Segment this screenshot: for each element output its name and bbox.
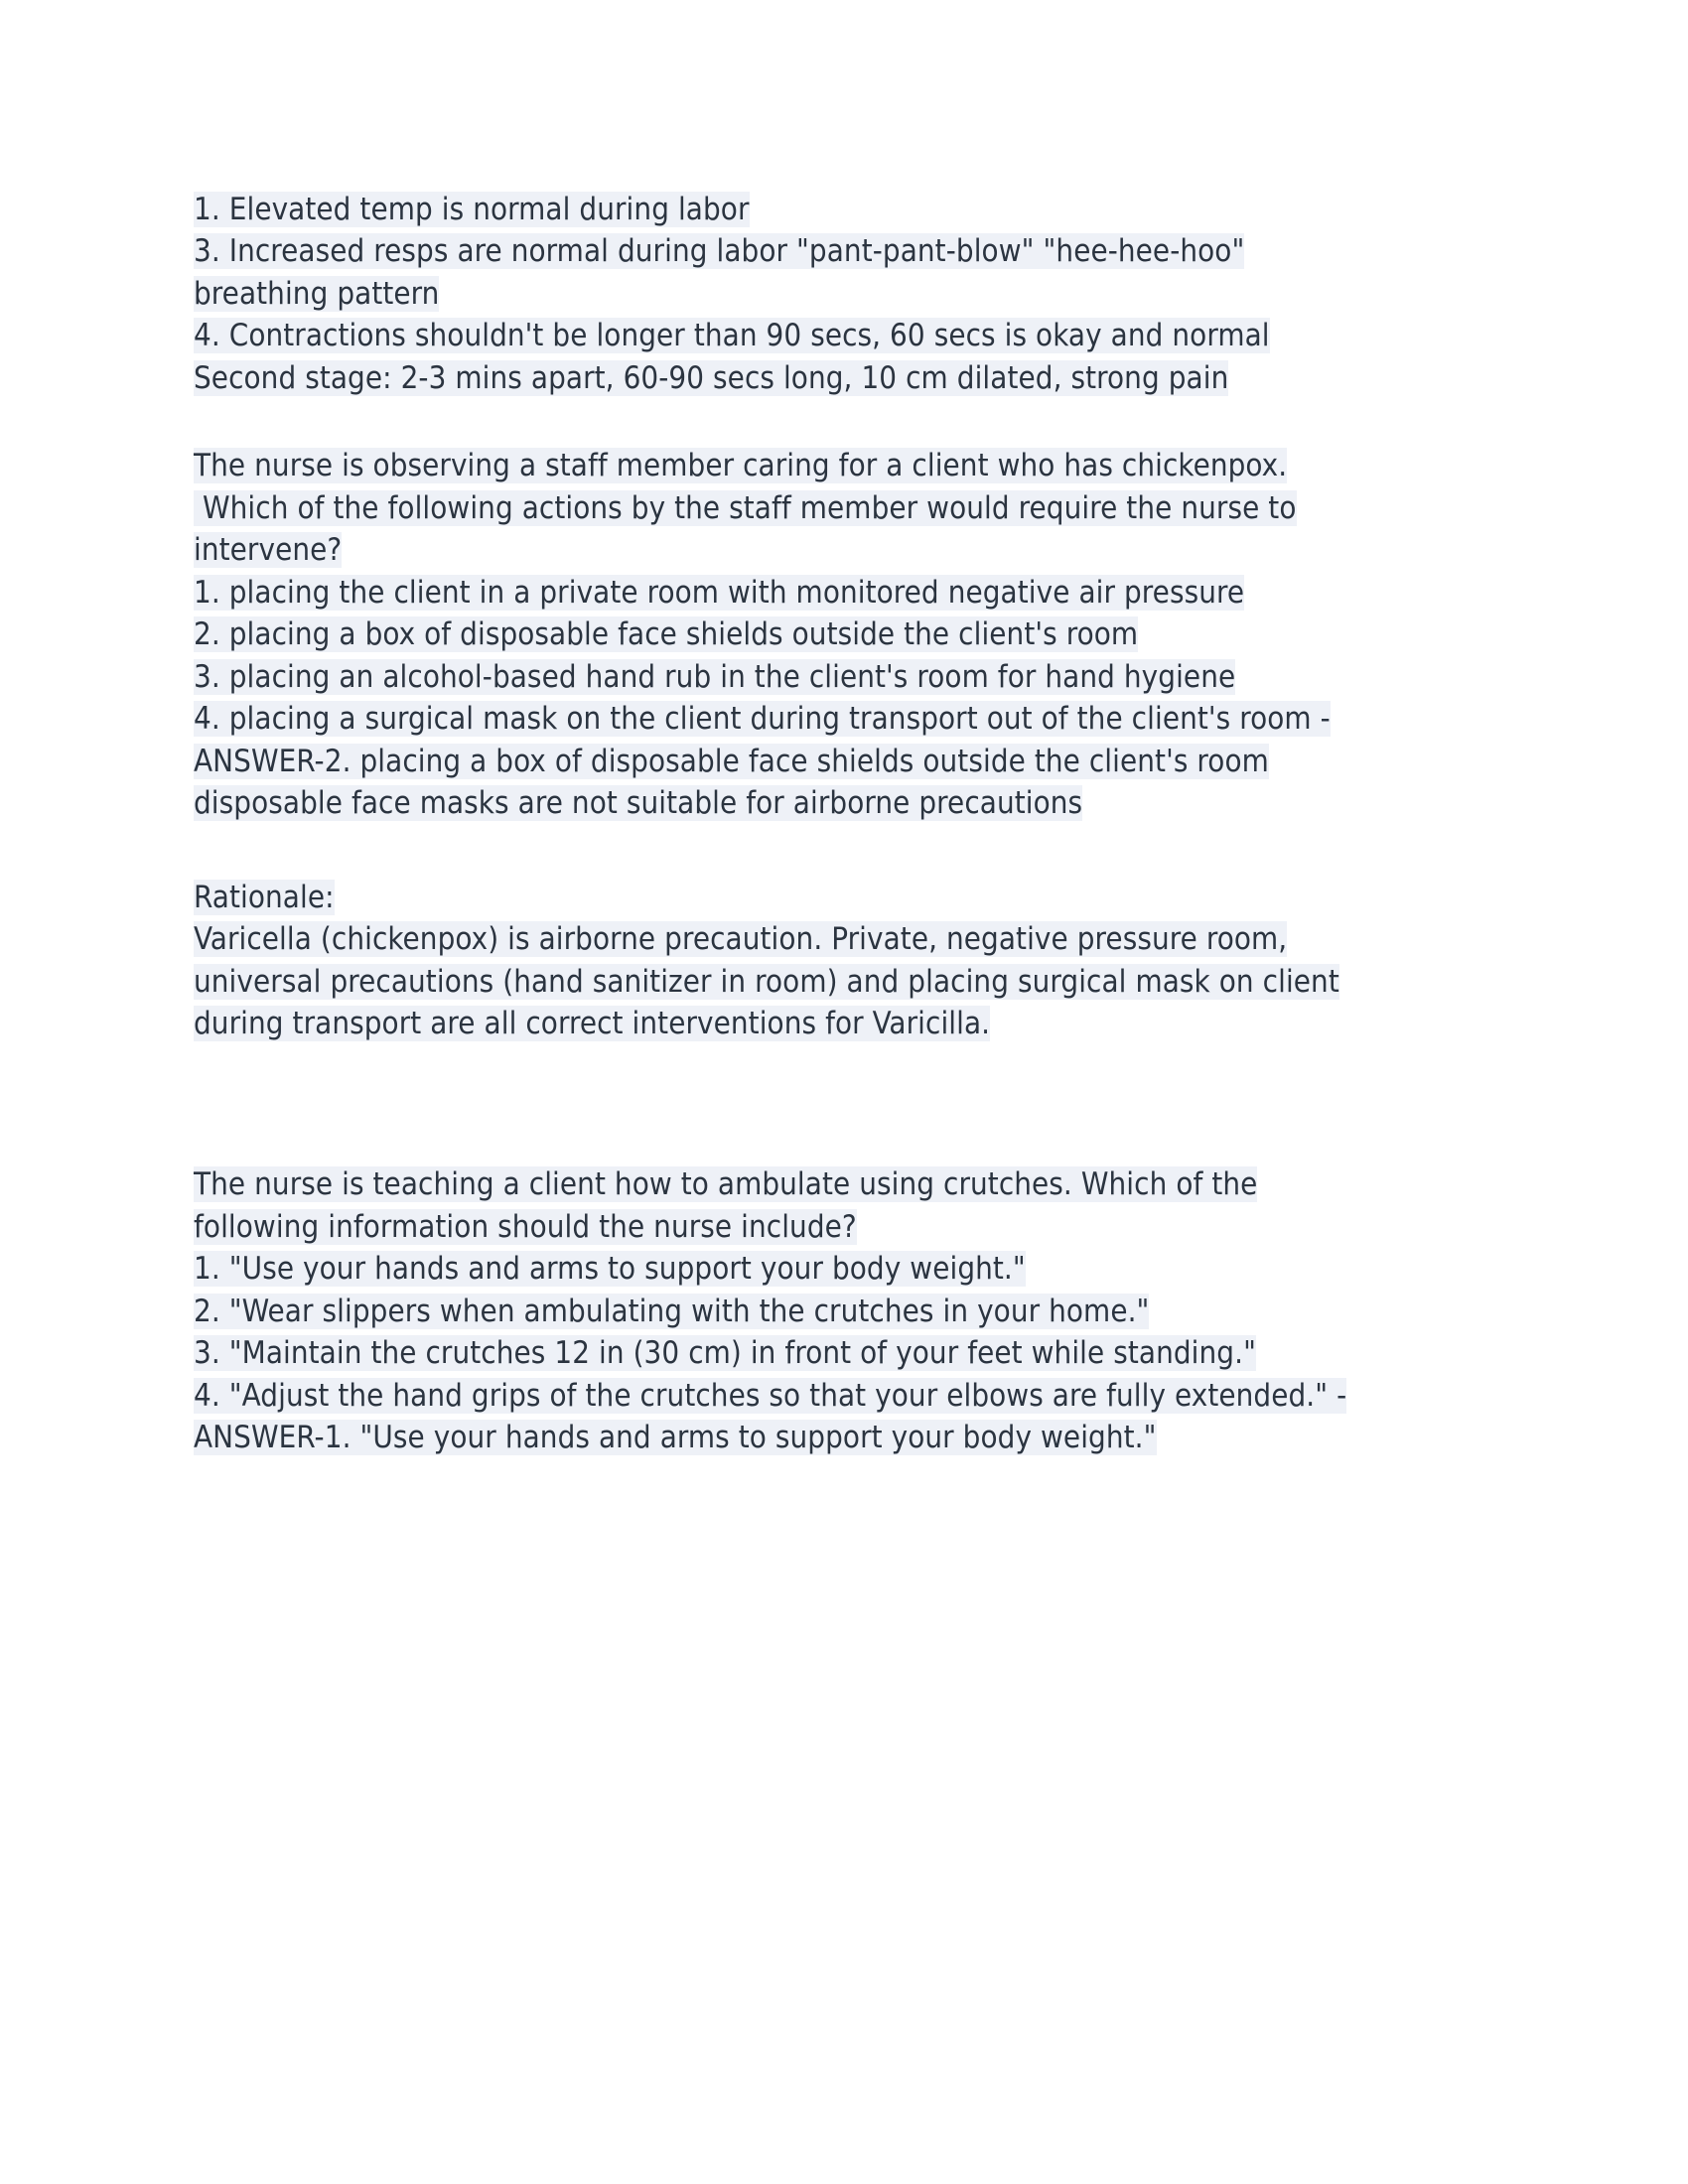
document-body <box>194 189 1509 1459</box>
text-line: 4. "Adjust the hand grips of the crutches so that your elbows are fully extended." - <box>194 1377 1347 1414</box>
text-line: 1. Elevated temp is normal during labor <box>194 192 750 227</box>
text-line: 1. placing the client in a private room with monitored negative air pressure <box>194 574 1245 611</box>
paragraph-crutches-question <box>194 1163 1509 1458</box>
text-line: Varicella (chickenpox) is airborne precaution. Private, negative pressure room, <box>194 921 1288 958</box>
text-line: ANSWER-1. "Use your hands and arms to support your body weight." <box>194 1420 1157 1456</box>
text-line: disposable face masks are not suitable for airborne precautions <box>194 785 1083 822</box>
text-line: 3. Increased resps are normal during labor "pant-pant-blow" "hee-hee-hoo" <box>194 233 1245 270</box>
paragraph-spacer <box>194 399 1509 445</box>
text-line: following information should the nurse include? <box>194 1208 857 1245</box>
text-line: 1. "Use your hands and arms to support your body weight." <box>194 1251 1026 1288</box>
text-line: universal precautions (hand sanitizer in room) and placing surgical mask on client <box>194 963 1339 1000</box>
text-line: breathing pattern <box>194 275 440 312</box>
text-line: Which of the following actions by the staff member would require the nurse to <box>194 489 1297 526</box>
paragraph-rationale <box>194 877 1509 1045</box>
text-line: 4. placing a surgical mask on the client during transport out of the client's room - <box>194 701 1331 738</box>
text-line: 3. "Maintain the crutches 12 in (30 cm) in front of your feet while standing." <box>194 1335 1256 1372</box>
text-line: 2. placing a box of disposable face shields outside the client's room <box>194 616 1139 653</box>
text-line: ANSWER-2. placing a box of disposable face shields outside the client's room <box>194 743 1269 779</box>
paragraph-chickenpox-question <box>194 445 1509 824</box>
paragraph-labor-notes <box>194 189 1509 399</box>
text-line: 2. "Wear slippers when ambulating with the crutches in your home." <box>194 1293 1150 1329</box>
text-line: Second stage: 2-3 mins apart, 60-90 secs long, 10 cm dilated, strong pain <box>194 359 1229 396</box>
text-line: 3. placing an alcohol-based hand rub in the client's room for hand hygiene <box>194 658 1236 695</box>
text-line: 4. Contractions shouldn't be longer than 90 secs, 60 secs is okay and normal <box>194 318 1270 354</box>
text-line: The nurse is observing a staff member caring for a client who has chickenpox. <box>194 448 1288 484</box>
text-line: intervene? <box>194 532 343 569</box>
text-line-rationale-heading: Rationale: <box>194 879 335 915</box>
text-line: during transport are all correct interventions for Varicilla. <box>194 1005 991 1041</box>
paragraph-spacer <box>194 825 1509 877</box>
text-line: The nurse is teaching a client how to ambulate using crutches. Which of the <box>194 1166 1258 1203</box>
paragraph-spacer <box>194 1044 1509 1163</box>
